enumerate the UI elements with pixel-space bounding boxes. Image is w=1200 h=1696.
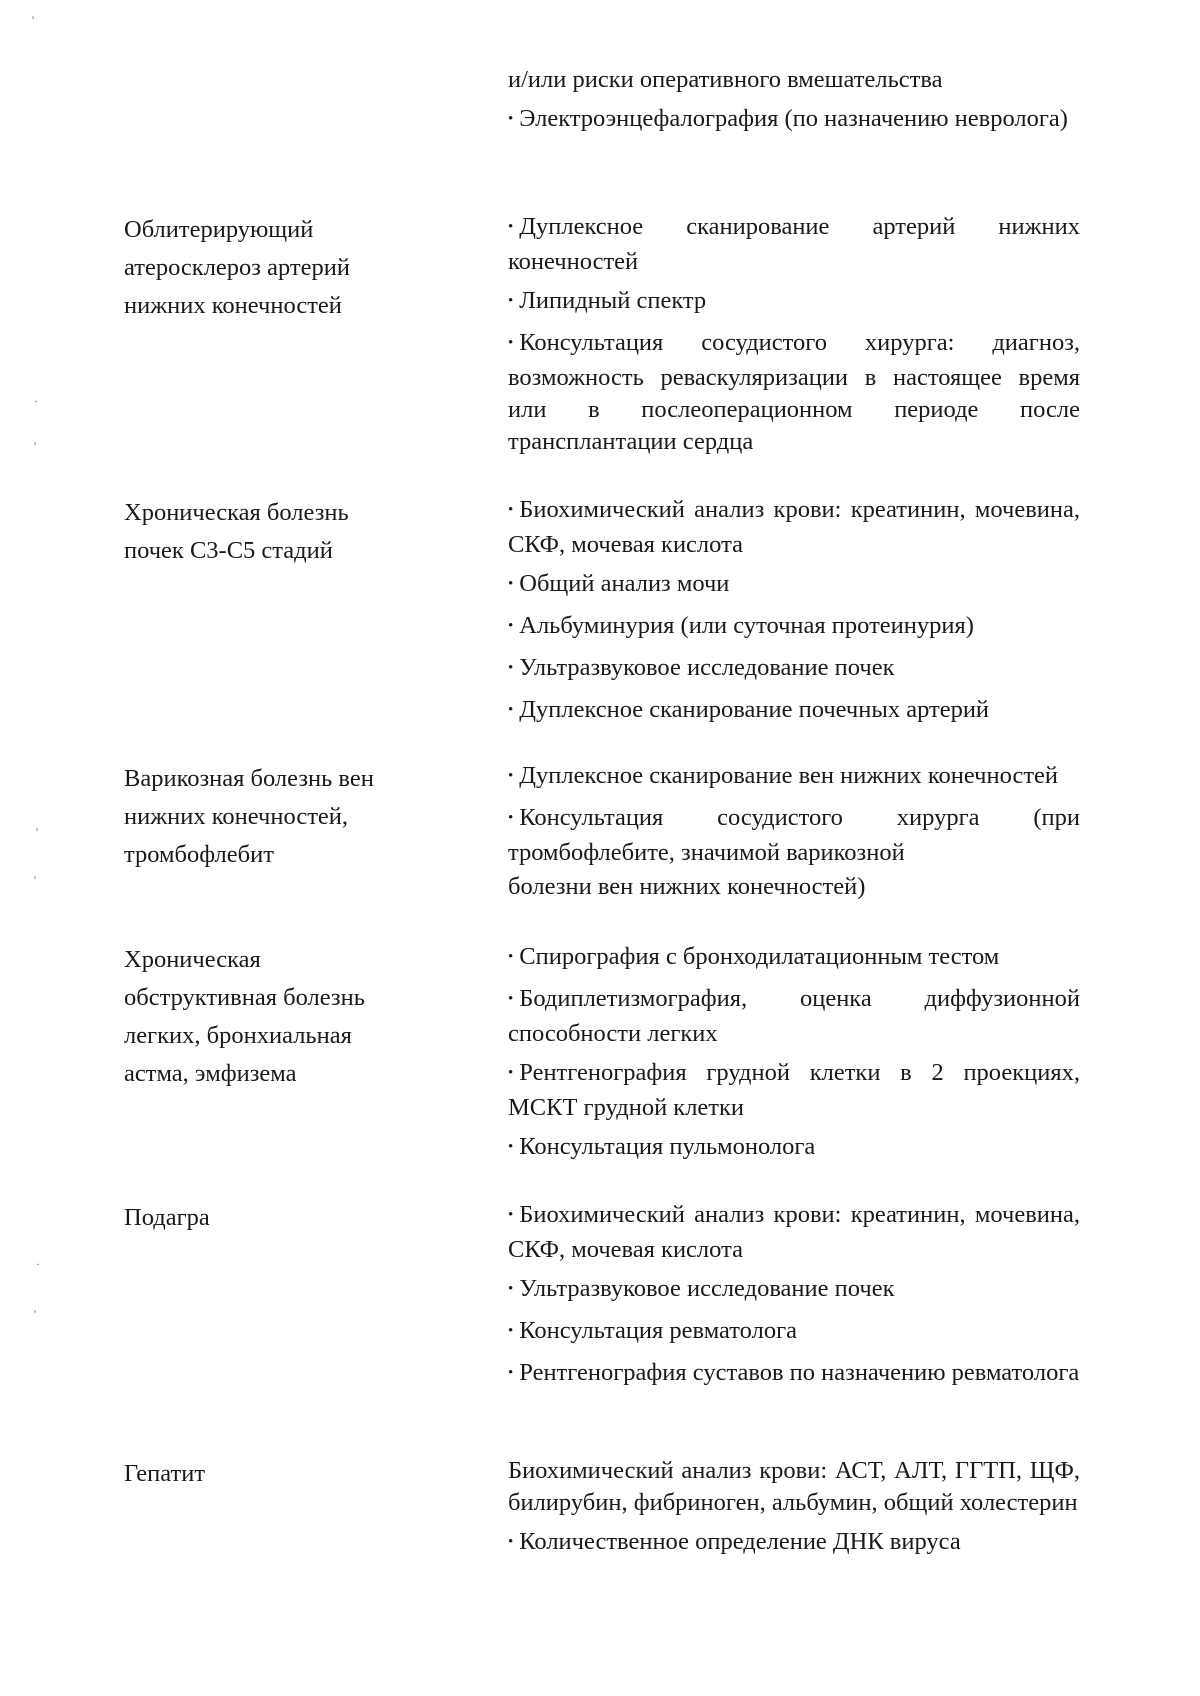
exam-item xyxy=(508,610,1080,645)
exam-item xyxy=(508,802,1080,869)
bullet-icon: • xyxy=(508,991,514,1007)
condition-line: обструктивная болезнь xyxy=(124,984,365,1011)
exam-item-text: Электроэнцефалография (по назначению невролога) xyxy=(519,105,1068,132)
exam-item xyxy=(508,760,1080,795)
exam-item-text: Консультация сосудистого хирурга: диагноз, возможность реваскуляризации в настоящее время или в послеоперационном периоде после трансплантации сердца xyxy=(508,329,1080,455)
condition-line: Гепатит xyxy=(124,1460,206,1487)
condition-line: Хроническая болезнь xyxy=(124,499,349,526)
exam-item-text: Общий анализ мочи xyxy=(519,570,730,597)
exam-item xyxy=(508,1357,1080,1392)
exam-item-text: Биохимический анализ крови: креатинин, мочевина, СКФ, мочевая кислота xyxy=(508,1201,1080,1263)
exam-item-text: Спирография с бронходилатационным тестом xyxy=(519,943,1000,970)
exam-item xyxy=(508,568,1080,603)
condition-line: Варикозная болезнь вен xyxy=(124,765,374,792)
exam-item xyxy=(508,871,1080,903)
bullet-icon: • xyxy=(508,702,514,718)
exam-list xyxy=(508,1199,1080,1399)
exam-item xyxy=(508,941,1080,976)
exam-item-text: Количественное определение ДНК вируса xyxy=(519,1528,961,1555)
exam-list xyxy=(508,941,1080,1173)
bullet-icon: • xyxy=(508,768,514,784)
bullet-icon: • xyxy=(508,293,514,309)
bullet-icon: • xyxy=(508,1534,514,1550)
bullet-icon: • xyxy=(508,660,514,676)
bullet-icon: • xyxy=(508,1365,514,1381)
exam-item xyxy=(508,285,1080,320)
exam-item xyxy=(508,1057,1080,1124)
exam-item-text: Дуплексное сканирование вен нижних конечностей xyxy=(519,762,1059,789)
condition-line: астма, эмфизема xyxy=(124,1060,297,1087)
condition-line: легких, бронхиальная xyxy=(124,1022,352,1049)
condition-name xyxy=(124,760,454,874)
condition-line: Облитерирующий xyxy=(124,216,314,243)
condition-name xyxy=(124,1199,454,1237)
condition-name xyxy=(124,211,454,325)
scan-speck: ' xyxy=(34,1307,37,1321)
condition-line: Хроническая xyxy=(124,946,261,973)
scan-speck: · xyxy=(36,1257,40,1271)
bullet-icon: • xyxy=(508,1207,514,1223)
exam-item xyxy=(508,694,1080,729)
bullet-icon: • xyxy=(508,335,514,351)
scan-speck: ' xyxy=(36,825,39,839)
exam-list xyxy=(508,1455,1080,1568)
scan-speck: ' xyxy=(34,439,37,453)
bullet-icon: • xyxy=(508,618,514,634)
exam-item-text: Биохимический анализ крови: креатинин, мочевина, СКФ, мочевая кислота xyxy=(508,496,1080,558)
exam-item-text: Альбуминурия (или суточная протеинурия) xyxy=(519,612,974,639)
condition-name xyxy=(124,941,454,1093)
exam-item xyxy=(508,1526,1080,1561)
exam-item xyxy=(508,1199,1080,1266)
condition-line: нижних конечностей, xyxy=(124,803,349,830)
exam-item-text: Дуплексное сканирование почечных артерий xyxy=(519,696,990,723)
exam-item-text: Консультация ревматолога xyxy=(519,1317,797,1344)
exam-list xyxy=(508,760,1080,910)
exam-item xyxy=(508,103,1080,138)
bullet-icon: • xyxy=(508,810,514,826)
exam-item-text: Консультация сосудистого хирурга (при тромбофлебите, значимой варикозной xyxy=(508,804,1080,866)
bullet-icon: • xyxy=(508,949,514,965)
condition-name xyxy=(124,494,454,570)
exam-item xyxy=(508,1315,1080,1350)
exam-item xyxy=(508,1131,1080,1166)
exam-item xyxy=(508,327,1080,458)
exam-item xyxy=(508,983,1080,1050)
bullet-icon: • xyxy=(508,1281,514,1297)
bullet-icon: • xyxy=(508,111,514,127)
bullet-icon: • xyxy=(508,502,514,518)
condition-line: Подагра xyxy=(124,1204,210,1231)
exam-item-text: Биохимический анализ крови: АСТ, АЛТ, ГГТП, ЩФ, билирубин, фибриноген, альбумин, общий холестерин xyxy=(508,1457,1080,1516)
exam-item-text: Дуплексное сканирование артерий нижних конечностей xyxy=(508,213,1080,275)
exam-list xyxy=(508,211,1080,465)
exam-item xyxy=(508,64,1080,96)
bullet-icon: • xyxy=(508,219,514,235)
exam-item-text: и/или риски оперативного вмешательства xyxy=(508,66,943,93)
exam-item-text: Консультация пульмонолога xyxy=(519,1133,816,1160)
exam-item-text: Рентгенография суставов по назначению ревматолога xyxy=(519,1359,1080,1386)
exam-item-text: Бодиплетизмография, оценка диффузионной способности легких xyxy=(508,985,1080,1047)
condition-name xyxy=(124,1455,454,1493)
scan-speck: ' xyxy=(32,13,35,27)
bullet-icon: • xyxy=(508,1323,514,1339)
exam-list xyxy=(508,494,1080,736)
scan-speck: ' xyxy=(34,873,37,887)
exam-item xyxy=(508,1273,1080,1308)
bullet-icon: • xyxy=(508,1139,514,1155)
condition-line: нижних конечностей xyxy=(124,292,342,319)
condition-line: почек С3-С5 стадий xyxy=(124,537,333,564)
bullet-icon: • xyxy=(508,1065,514,1081)
exam-item xyxy=(508,652,1080,687)
condition-line: атеросклероз артерий xyxy=(124,254,350,281)
scan-speck: · xyxy=(34,394,38,408)
bullet-icon: • xyxy=(508,576,514,592)
exam-item-text: Ультразвуковое исследование почек xyxy=(519,1275,895,1302)
exam-item-text: болезни вен нижних конечностей) xyxy=(508,873,866,900)
exam-item-text: Ультразвуковое исследование почек xyxy=(519,654,895,681)
exam-item xyxy=(508,494,1080,561)
exam-list xyxy=(508,64,1080,145)
condition-line: тромбофлебит xyxy=(124,841,274,868)
exam-item xyxy=(508,1455,1080,1519)
exam-item-text: Липидный спектр xyxy=(519,287,707,314)
exam-item-text: Рентгенография грудной клетки в 2 проекциях, МСКТ грудной клетки xyxy=(508,1059,1080,1121)
exam-item xyxy=(508,211,1080,278)
